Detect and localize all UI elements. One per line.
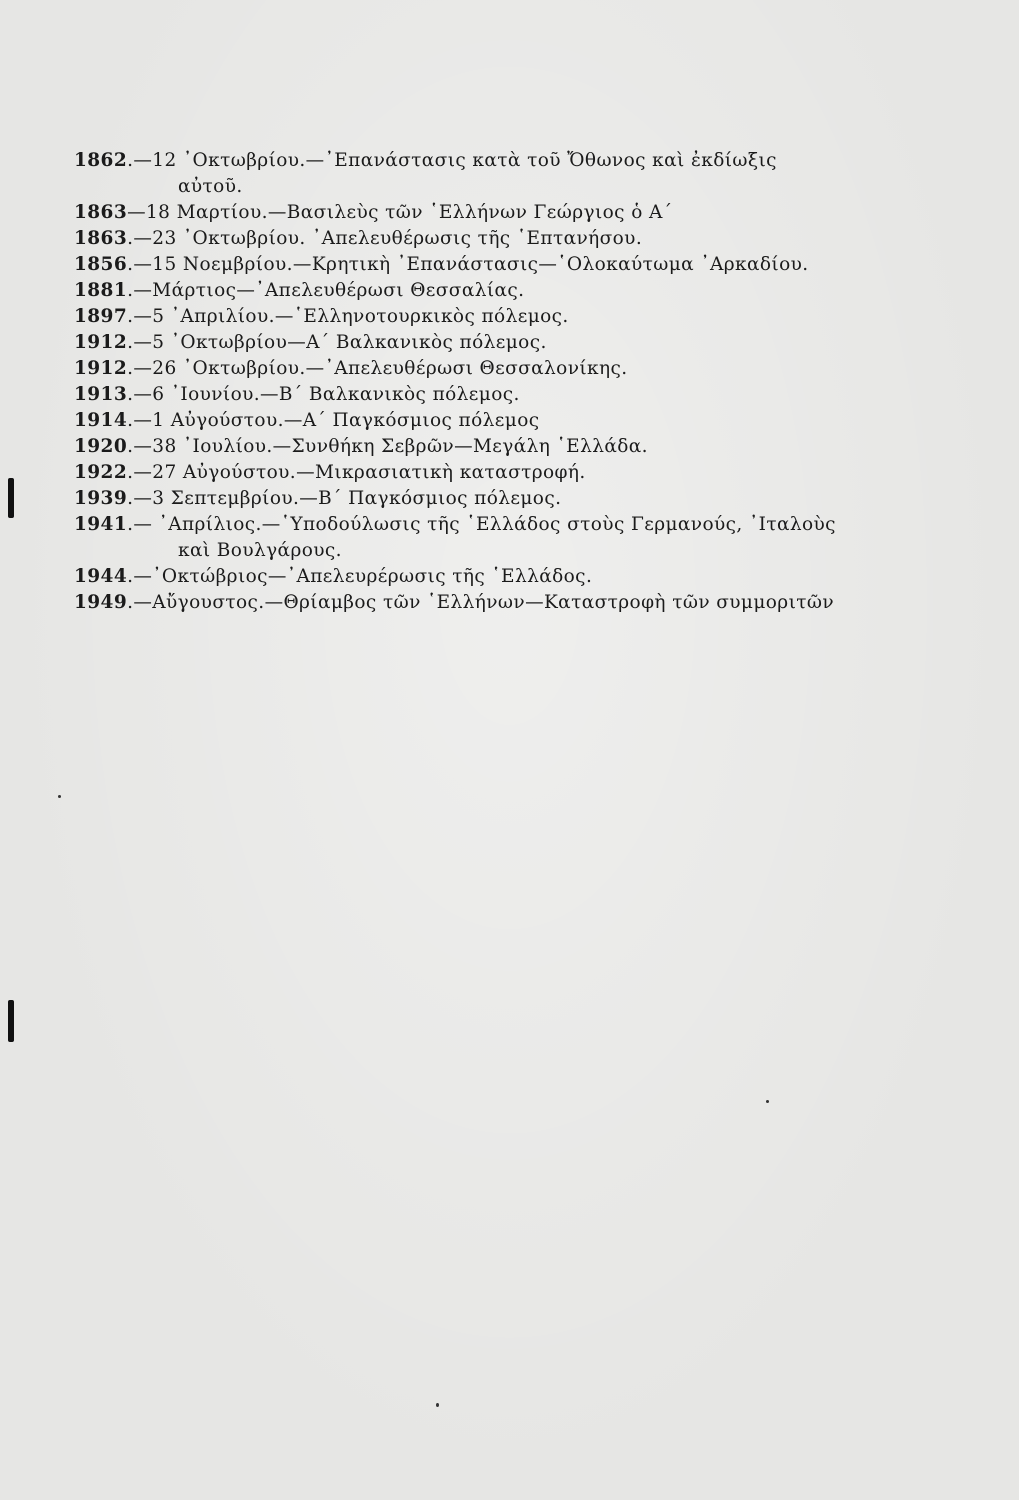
entry-text: καὶ Βουλγάρους. xyxy=(178,540,342,561)
chronology-list xyxy=(74,148,904,616)
entry-text: .—Μάρτιος—᾿Απελευθέρωσι Θεσσαλίας. xyxy=(127,280,525,301)
entry-year: 1912 xyxy=(74,332,128,353)
entry-year: 1856 xyxy=(74,254,128,275)
chronology-entry xyxy=(74,304,904,330)
entry-year: 1913 xyxy=(74,384,128,405)
entry-text: .—5 ᾿Οκτωβρίου—Α΄ Βαλκανικὸς πόλεμος. xyxy=(127,332,547,353)
entry-year: 1922 xyxy=(74,462,128,483)
chronology-entry-continuation xyxy=(74,538,904,564)
chronology-entry xyxy=(74,278,904,304)
chronology-entry xyxy=(74,148,904,174)
entry-text: .—Αὔγουστος.—Θρίαμβος τῶν ῾Ελλήνων—Καταστροφὴ τῶν συμμοριτῶν xyxy=(127,592,835,613)
entry-text: .—6 ᾿Ιουνίου.—Β΄ Βαλκανικὸς πόλεμος. xyxy=(127,384,520,405)
entry-text: .— ᾿Απρίλιος.—῾Υποδούλωσις τῆς ῾Ελλάδος στοὺς Γερμανούς, ᾿Ιταλοὺς xyxy=(127,514,836,535)
chronology-entry xyxy=(74,356,904,382)
chronology-entry xyxy=(74,512,904,538)
entry-year: 1920 xyxy=(74,436,128,457)
entry-year: 1939 xyxy=(74,488,128,509)
entry-text: αὐτοῦ. xyxy=(178,176,243,197)
paper-speck xyxy=(436,1403,439,1407)
chronology-entry xyxy=(74,226,904,252)
entry-text: .—5 ᾿Απριλίου.—῾Ελληνοτουρκικὸς πόλεμος. xyxy=(127,306,569,327)
chronology-entry xyxy=(74,252,904,278)
entry-year: 1941 xyxy=(74,514,128,535)
chronology-entry xyxy=(74,408,904,434)
entry-year: 1863 xyxy=(74,202,128,223)
paper-speck xyxy=(58,795,61,798)
entry-text: —18 Μαρτίου.—Βασιλεὺς τῶν ῾Ελλήνων Γεώργιος ὁ Α΄ xyxy=(127,202,673,223)
chronology-entry xyxy=(74,330,904,356)
entry-year: 1897 xyxy=(74,306,128,327)
chronology-entry xyxy=(74,434,904,460)
entry-text: .—15 Νοεμβρίου.—Κρητικὴ ᾿Επανάστασις—῾Ολοκαύτωμα ᾿Αρκαδίου. xyxy=(127,254,809,275)
chronology-entry xyxy=(74,564,904,590)
entry-text: .—3 Σεπτεμβρίου.—Β΄ Παγκόσμιος πόλεμος. xyxy=(127,488,562,509)
entry-text: .—᾿Οκτώβριος—᾿Απελευρέρωσις τῆς ῾Ελλάδος. xyxy=(127,566,593,587)
entry-year: 1881 xyxy=(74,280,128,301)
entry-text: .—38 ᾿Ιουλίου.—Συνθήκη Σεβρῶν—Μεγάλη ῾Ελλάδα. xyxy=(127,436,648,457)
binding-mark xyxy=(8,1000,14,1042)
entry-year: 1914 xyxy=(74,410,128,431)
chronology-entry-continuation xyxy=(74,174,904,200)
entry-year: 1949 xyxy=(74,592,128,613)
chronology-entry xyxy=(74,200,904,226)
entry-text: .—12 ᾿Οκτωβρίου.—᾿Επανάστασις κατὰ τοῦ Ὄθωνος καὶ ἐκδίωξις xyxy=(127,150,777,171)
chronology-entry xyxy=(74,590,904,616)
entry-text: .—26 ᾿Οκτωβρίου.—᾿Απελευθέρωσι Θεσσαλονίκης. xyxy=(127,358,628,379)
entry-year: 1863 xyxy=(74,228,128,249)
entry-year: 1912 xyxy=(74,358,128,379)
entry-year: 1944 xyxy=(74,566,128,587)
chronology-entry xyxy=(74,460,904,486)
chronology-entry xyxy=(74,486,904,512)
entry-year: 1862 xyxy=(74,150,128,171)
binding-mark xyxy=(8,478,14,518)
entry-text: .—1 Αὐγούστου.—Α΄ Παγκόσμιος πόλεμος xyxy=(127,410,540,431)
paper-speck xyxy=(766,1100,769,1103)
entry-text: .—27 Αὐγούστου.—Μικρασιατικὴ καταστροφή. xyxy=(127,462,586,483)
entry-text: .—23 ᾿Οκτωβρίου. ᾿Απελευθέρωσις τῆς ῾Επτανήσου. xyxy=(127,228,643,249)
chronology-entry xyxy=(74,382,904,408)
